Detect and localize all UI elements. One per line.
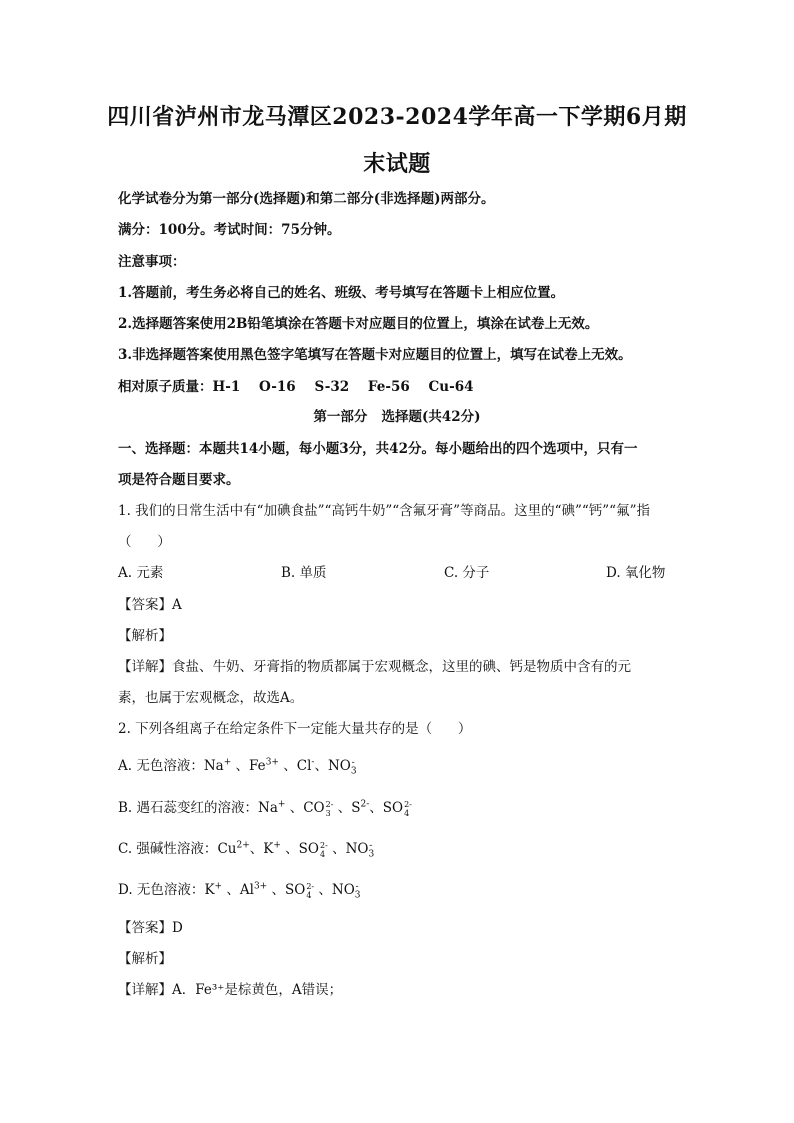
- q2-option-d: [118, 878, 359, 900]
- q1-analysis-label: 【解析】: [118, 628, 172, 644]
- q2-detail-line1: 【详解】A．Fe³⁺是棕黄色，A错误；: [118, 982, 343, 998]
- section1-line1: 一、选择题：本题共14小题，每小题3分，共42分。每小题给出的四个选项中，只有一: [118, 441, 638, 457]
- q2-option-b-prefix: B. 遇石蕊变红的溶液：: [118, 800, 259, 816]
- q1-option-a: A. 元素: [118, 565, 164, 581]
- intro-line-3: 注意事项：: [118, 254, 186, 270]
- intro-line-4: 1.答题前，考生务必将自己的姓名、班级、考号填写在答题卡上相应位置。: [118, 285, 565, 301]
- page-title-line2: 末试题: [363, 151, 431, 177]
- q2-option-b-ions: Na+ 、CO 2- 3 、$S^{2-}$、SO 2- 4: [258, 799, 412, 818]
- intro-line-6: 3.非选择题答案使用黑色签字笔填写在答题卡对应题目的位置上，填写在试卷上无效。: [118, 347, 632, 363]
- q2-option-c: [118, 837, 375, 860]
- page-title-line1: 四川省泸州市龙马潭区2023-2024学年高一下学期6月期: [107, 104, 687, 130]
- q1-detail-line1: 【详解】食盐、牛奶、牙膏指的物质都属于宏观概念，这里的碘、钙是物质中含有的元: [118, 659, 631, 675]
- q1-option-c: C. 分子: [444, 565, 490, 581]
- intro-line-1: 化学试卷分为第一部分(选择题)和第二部分(非选择题)两部分。: [118, 191, 495, 207]
- part1-heading: 第一部分 选择题(共42分): [313, 409, 481, 425]
- q1-blank: （ ）: [118, 534, 171, 550]
- q1-stem: 1. 我们的日常生活中有“加碘食盐”“高钙牛奶”“含氟牙膏”等商品。这里的“碘”“钙”“氟”指: [118, 503, 650, 519]
- q2-option-a-ions: Na+ 、$Fe^{3+}$ 、Cl-、$NO_3^-$: [203, 757, 357, 777]
- q2-option-c-ions: $Cu^{2+}$、K+ 、SO 2- 4 、$NO_3^-$: [217, 840, 375, 860]
- q2-option-d-ions: K+ 、$Al^{3+}$ 、SO 2- 4 、$NO_3^-$: [204, 881, 361, 901]
- q2-option-a-prefix: A. 无色溶液：: [118, 758, 204, 774]
- q1-detail-line2: 素，也属于宏观概念，故选A。: [118, 690, 304, 706]
- q2-analysis-label: 【解析】: [118, 951, 172, 967]
- q1-option-d: D. 氧化物: [606, 565, 666, 581]
- q2-option-d-prefix: D. 无色溶液：: [118, 882, 205, 898]
- section1-line2: 项是符合题目要求。: [118, 472, 240, 488]
- intro-line-5: 2.选择题答案使用2B铅笔填涂在答题卡对应题目的位置上，填涂在试卷上无效。: [118, 316, 599, 332]
- q2-option-a: [118, 754, 357, 777]
- atomic-mass-line: 相对原子质量：H-1 O-16 S-32 Fe-56 Cu-64: [118, 379, 474, 395]
- q2-option-b: [118, 796, 412, 818]
- q2-stem: 2. 下列各组离子在给定条件下一定能大量共存的是（ ）: [118, 721, 472, 737]
- q1-answer: 【答案】A: [118, 597, 182, 613]
- q1-option-b: B. 单质: [281, 565, 327, 581]
- intro-line-2: 满分：100分。考试时间：75分钟。: [118, 222, 341, 238]
- q2-answer: 【答案】D: [118, 920, 183, 936]
- q2-option-c-prefix: C. 强碱性溶液：: [118, 841, 218, 857]
